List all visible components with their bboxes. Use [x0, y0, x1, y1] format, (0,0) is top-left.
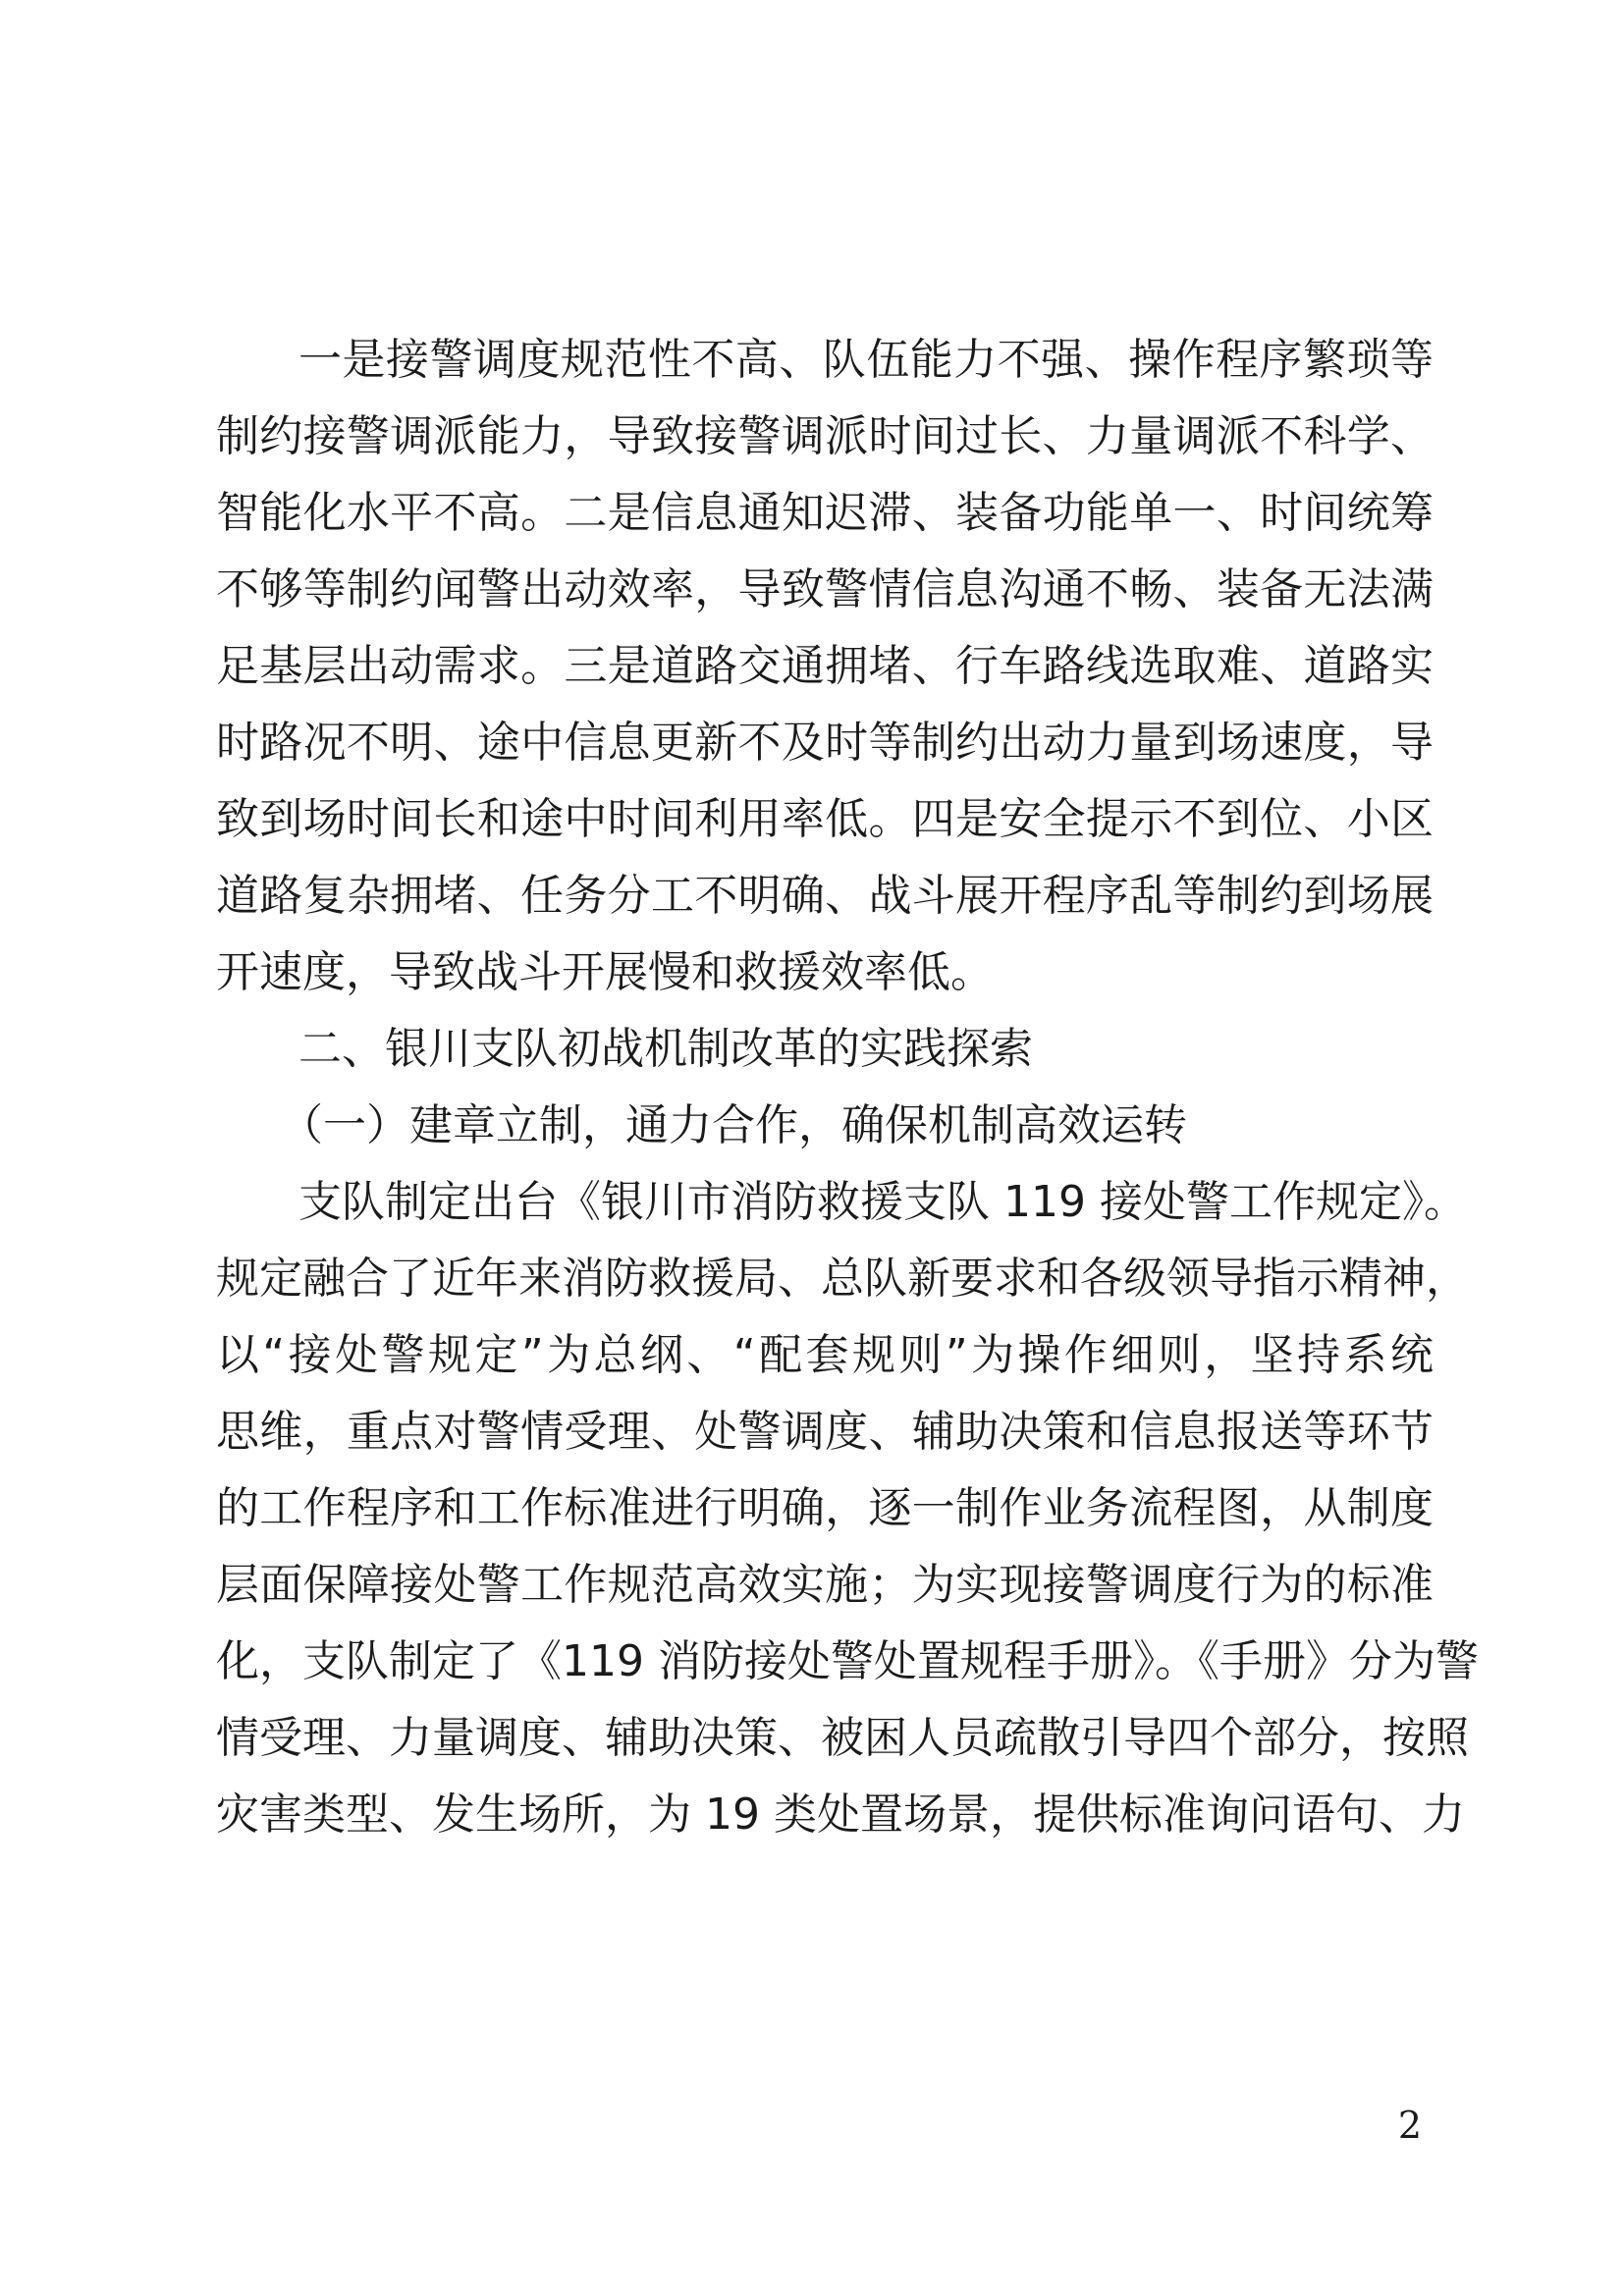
paragraph-line: 开速度，导致战斗开展慢和救援效率低。 [216, 947, 994, 997]
paragraph-line: 层面保障接处警工作规范高效实施；为实现接警调度行为的标准 [216, 1560, 1434, 1610]
paragraph-line: 的工作程序和工作标准进行明确，逐一制作业务流程图，从制度 [216, 1483, 1434, 1533]
paragraph-line: 情受理、力量调度、辅助决策、被困人员疏散引导四个部分，按照 [216, 1713, 1469, 1763]
subsection-heading: （一）建章立制，通力合作，确保机制高效运转 [280, 1100, 1187, 1150]
paragraph-line: 化，支队制定了《119 消防接处警处置规程手册》。《手册》分为警 [216, 1636, 1479, 1686]
paragraph-line: 致到场时间长和途中时间利用率低。四是安全提示不到位、小区 [216, 794, 1434, 844]
paragraph-line: 时路况不明、途中信息更新不及时等制约出动力量到场速度，导 [216, 718, 1434, 768]
paragraph-line: 灾害类型、发生场所，为 19 类处置场景，提供标准询问语句、力 [216, 1789, 1465, 1840]
paragraph-line: 足基层出动需求。三是道路交通拥堵、行车路线选取难、道路实 [216, 641, 1434, 691]
paragraph-line: 智能化水平不高。二是信息通知迟滞、装备功能单一、时间统筹 [216, 488, 1434, 538]
paragraph-line: 思维，重点对警情受理、处警调度、辅助决策和信息报送等环节 [216, 1407, 1434, 1457]
section-heading: 二、银川支队初战机制改革的实践探索 [298, 1024, 1033, 1074]
paragraph-line: 一是接警调度规范性不高、队伍能力不强、操作程序繁琐等 [298, 335, 1434, 385]
paragraph-line: 规定融合了近年来消防救援局、总队新要求和各级领导指示精神， [216, 1254, 1469, 1304]
paragraph-line: 道路复杂拥堵、任务分工不明确、战斗展开程序乱等制约到场展 [216, 871, 1434, 921]
page-number: 2 [1397, 2104, 1422, 2147]
paragraph-line: 不够等制约闻警出动效率，导致警情信息沟通不畅、装备无法满 [216, 564, 1434, 614]
paragraph-line: 以“接处警规定”为总纲、“配套规则”为操作细则，坚持系统 [216, 1330, 1434, 1380]
paragraph-line: 支队制定出台《银川市消防救援支队 119 接处警工作规定》。 [298, 1177, 1467, 1227]
paragraph-line: 制约接警调派能力，导致接警调派时间过长、力量调派不科学、 [216, 411, 1434, 461]
